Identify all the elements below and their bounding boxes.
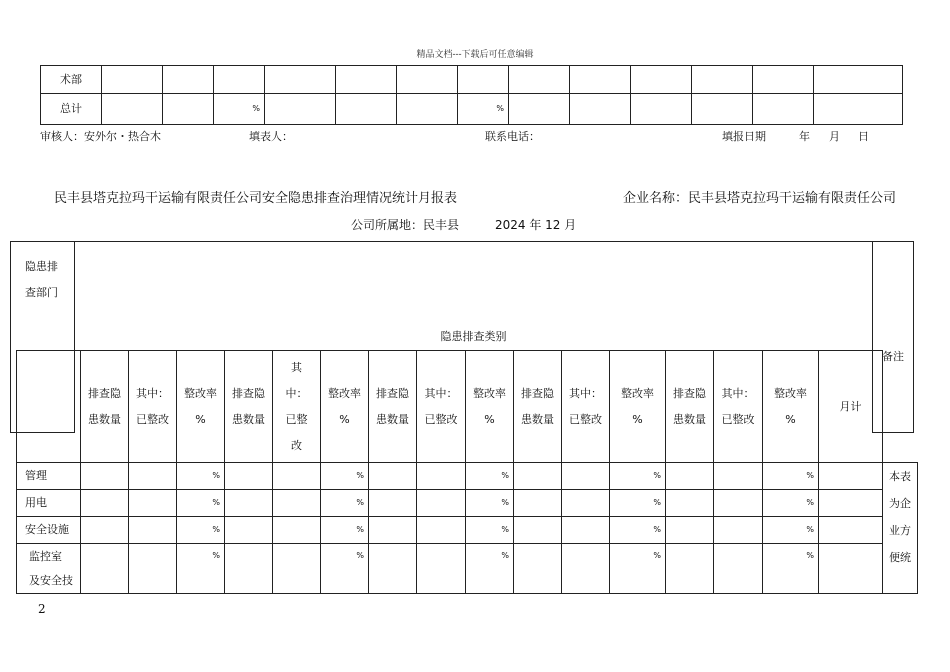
found-count-header: 排查隐 患数量 [369, 351, 417, 463]
reviewer: 审核人：安外尔・热合木 [40, 130, 161, 143]
sub-header-row [17, 351, 918, 463]
filler: 填表人： [249, 130, 293, 143]
monthly-header: 月计 [819, 351, 883, 463]
table-row [41, 66, 903, 94]
fixed-header: 其中： 已整改 [562, 351, 610, 463]
table-row [17, 463, 918, 490]
remark-text: 本表 为企 业方 便统 [883, 463, 918, 594]
row-label: 管理 [17, 463, 81, 490]
found-count-header: 排查隐 患数量 [225, 351, 273, 463]
pct-cell: % [321, 490, 369, 517]
pct-cell: % [610, 463, 666, 490]
rate-header: 整改率 % [177, 351, 225, 463]
pct-cell: % [610, 517, 666, 544]
pct-cell: % [763, 463, 819, 490]
page-header: 精品文档---下载后可任意编辑 [416, 50, 534, 60]
top-table [40, 65, 903, 125]
rate-header: 整改率 % [466, 351, 514, 463]
row-label: 总计 [41, 94, 102, 125]
pct-cell: % [466, 490, 514, 517]
pct-cell: % [321, 544, 369, 594]
period: 2024 年 12 月 [495, 218, 577, 232]
pct-cell: % [763, 517, 819, 544]
row-label: 用电 [17, 490, 81, 517]
month-label: 月 [829, 130, 840, 143]
report-title: 民丰县塔克拉玛干运输有限责任公司安全隐患排查治理情况统计月报表 [54, 191, 458, 206]
table-row [41, 94, 903, 125]
row-label: 监控室 及安全技 [17, 544, 81, 594]
pct-cell: % [321, 517, 369, 544]
page-number: 2 [38, 602, 46, 616]
pct-cell: % [610, 544, 666, 594]
fixed-header: 其中： 已整改 [417, 351, 466, 463]
found-count-header: 排查隐 患数量 [514, 351, 562, 463]
found-count-header: 排查隐 患数量 [666, 351, 714, 463]
table-row [17, 490, 918, 517]
found-count-header: 排查隐 患数量 [81, 351, 129, 463]
pct-cell: % [321, 463, 369, 490]
fixed-header: 其中： 已整改 [714, 351, 763, 463]
fixed-header: 其 中： 已整 改 [273, 351, 321, 463]
pct-cell: % [177, 490, 225, 517]
pct-cell: % [466, 463, 514, 490]
fixed-header: 其中： 已整改 [129, 351, 177, 463]
pct-cell: % [177, 517, 225, 544]
pct-cell: % [458, 94, 509, 125]
row-label: 术部 [41, 66, 102, 94]
rate-header: 整改率 % [321, 351, 369, 463]
table-row [17, 517, 918, 544]
dept-header: 隐患排 查部门 [11, 242, 75, 433]
remark-header: 备注 [873, 242, 914, 433]
location: 公司所属地：民丰县 [351, 218, 460, 232]
pct-cell: % [466, 517, 514, 544]
pct-cell: % [466, 544, 514, 594]
pct-cell: % [610, 490, 666, 517]
rate-header: 整改率 % [610, 351, 666, 463]
stats-table [16, 350, 918, 594]
pct-cell: % [177, 544, 225, 594]
company-label: 企业名称：民丰县塔克拉玛干运输有限责任公司 [623, 191, 897, 206]
rate-header: 整改率 % [763, 351, 819, 463]
row-label: 安全设施 [17, 517, 81, 544]
date-label: 填报日期 [722, 130, 766, 143]
year-label: 年 [799, 130, 810, 143]
pct-cell: % [763, 544, 819, 594]
table-row [17, 544, 918, 594]
pct-cell: % [763, 490, 819, 517]
phone: 联系电话： [485, 130, 540, 143]
pct-cell: % [177, 463, 225, 490]
pct-cell: % [214, 94, 265, 125]
day-label: 日 [858, 130, 869, 143]
category-header: 隐患排查类别 [75, 242, 873, 433]
